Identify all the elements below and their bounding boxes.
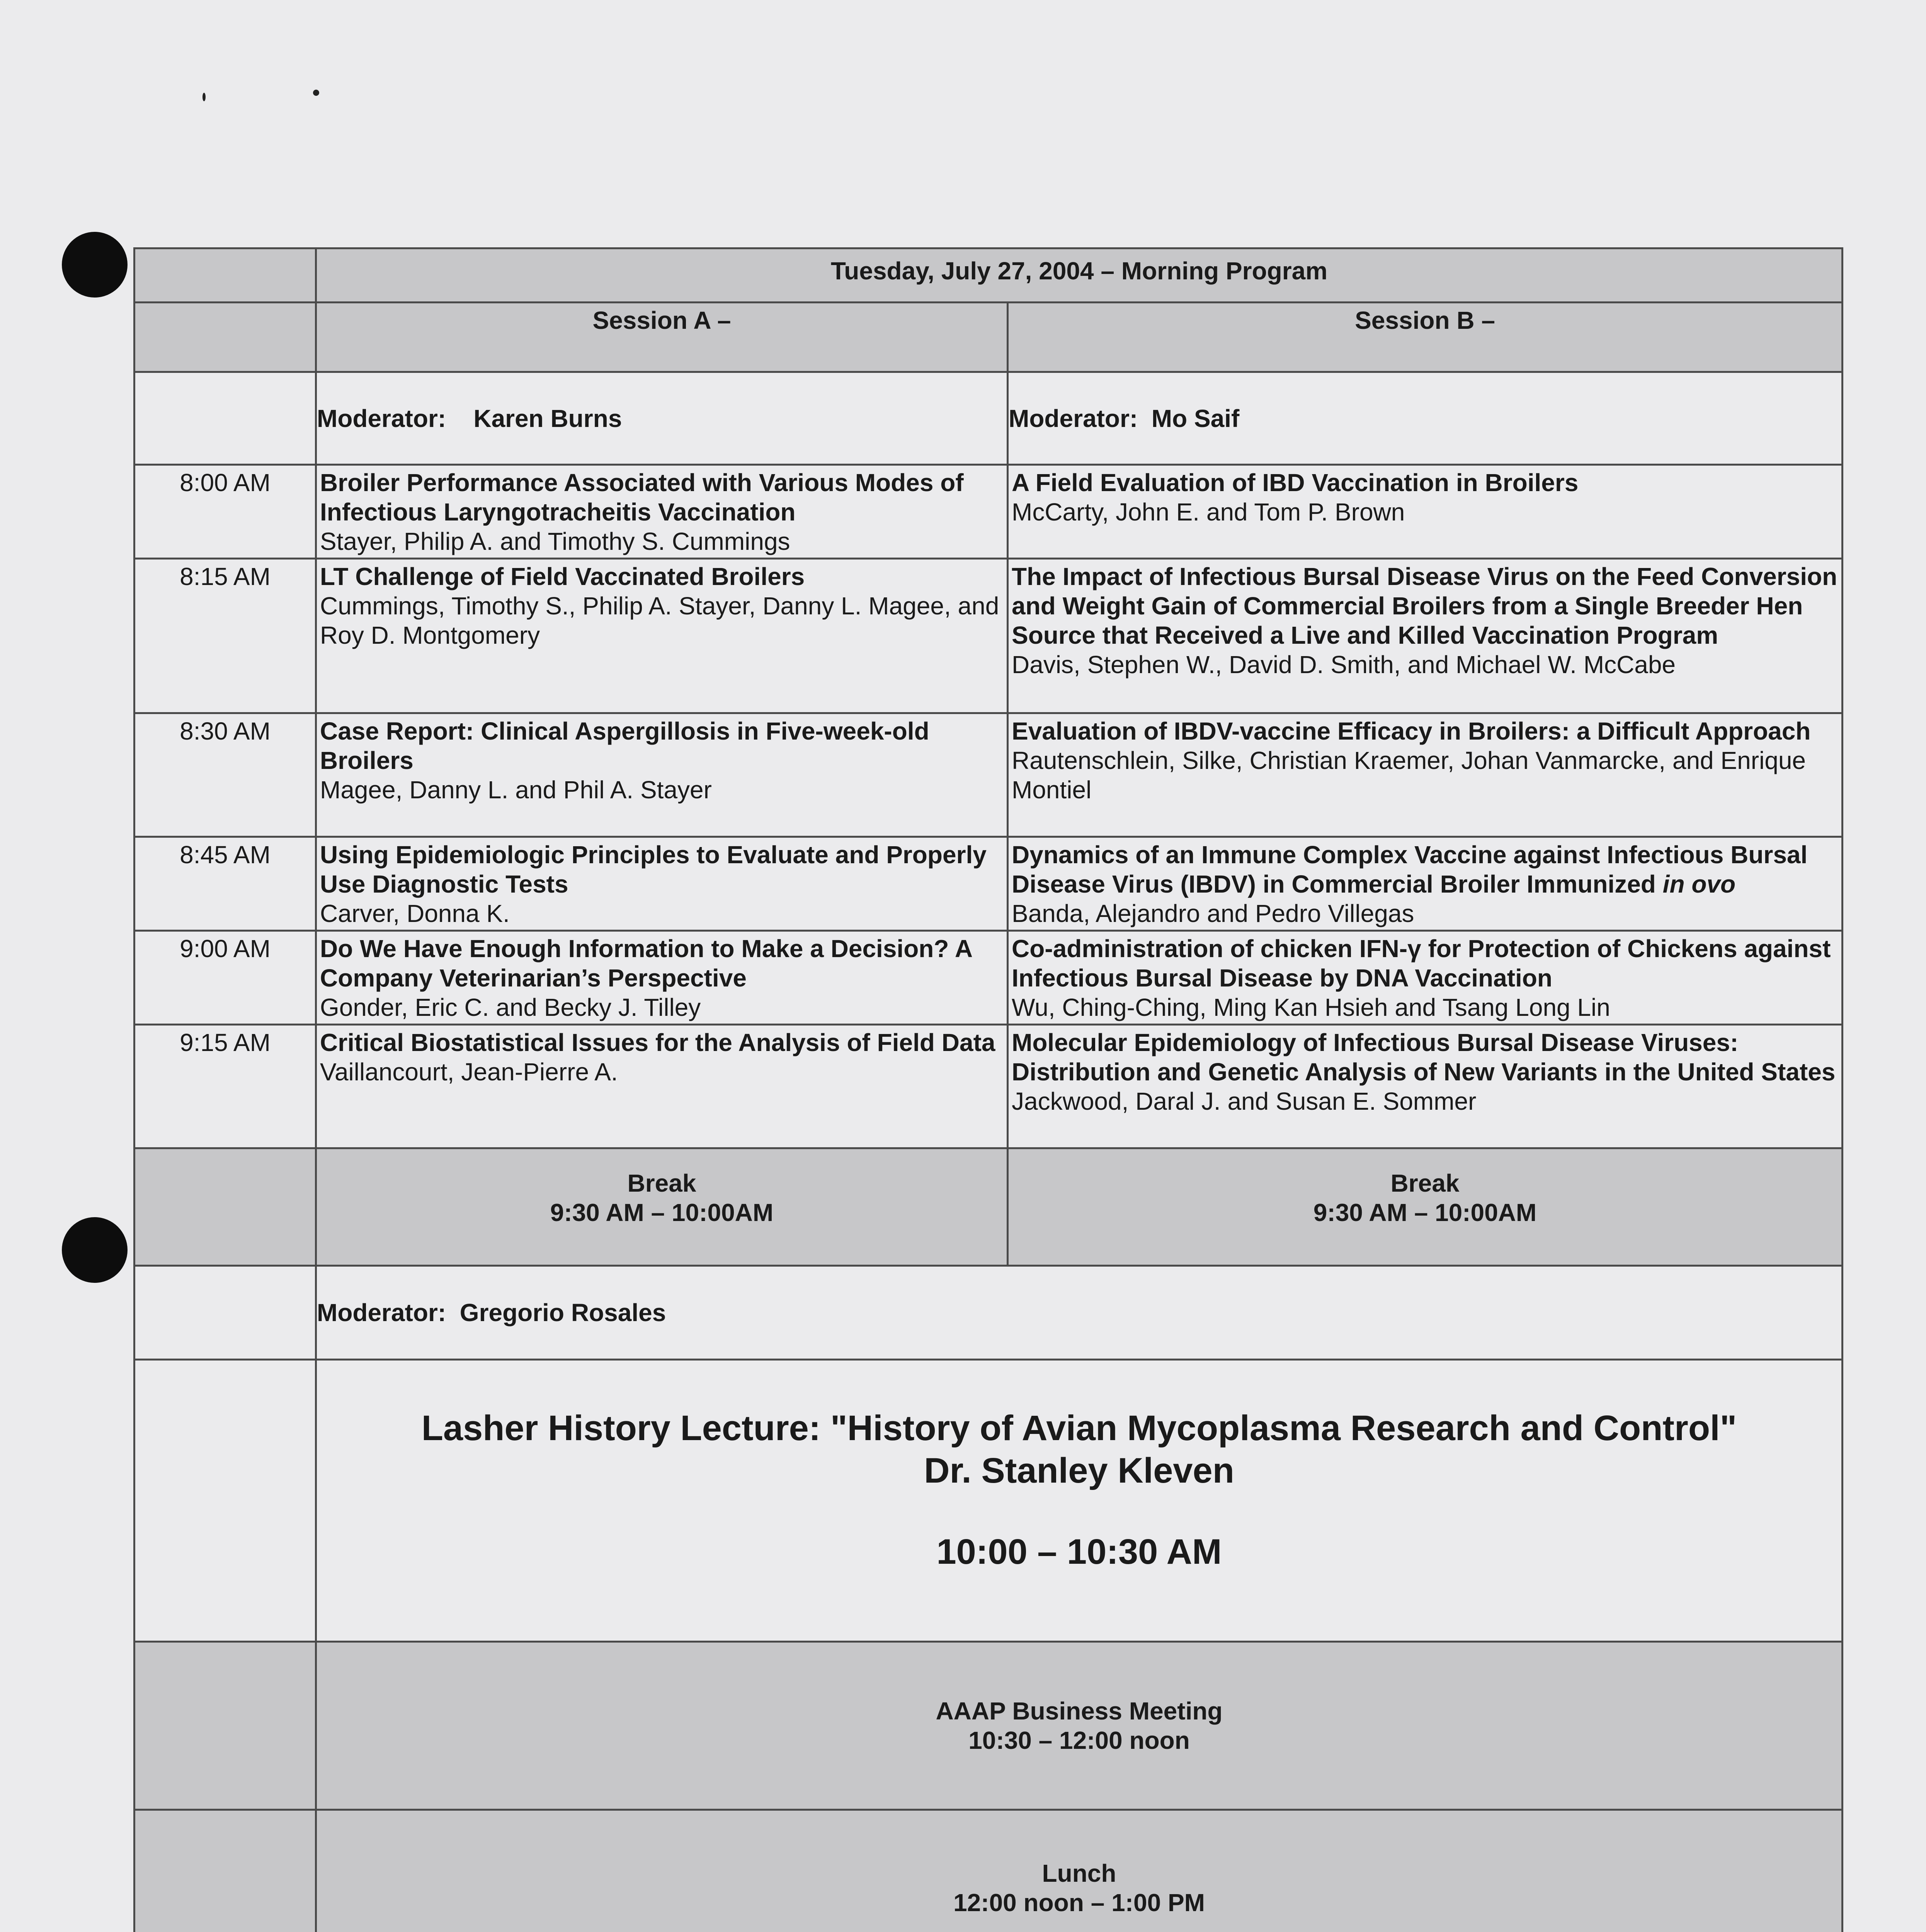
talk-session-b bbox=[1008, 465, 1843, 559]
talk-title: Molecular Epidemiology of Infectious Bursal Disease Viruses: Distribution and Genetic Analysis of New Variants in the United States bbox=[1012, 1029, 1836, 1086]
schedule-row bbox=[134, 559, 1843, 713]
talk-title bbox=[1012, 840, 1838, 899]
talk-authors: Carver, Donna K. bbox=[320, 900, 510, 927]
talk-title: A Field Evaluation of IBD Vaccination in Broilers bbox=[1012, 469, 1579, 497]
moderator-joint bbox=[316, 1266, 1843, 1360]
talk-authors: Banda, Alejandro and Pedro Villegas bbox=[1012, 900, 1414, 927]
session-a-header: Session A – bbox=[316, 303, 1008, 372]
talk-session-b bbox=[1008, 1025, 1843, 1148]
lunch-time: 12:00 noon – 1:00 PM bbox=[953, 1889, 1205, 1917]
session-b-header: Session B – bbox=[1008, 303, 1843, 372]
time-slot: 9:15 AM bbox=[134, 1025, 316, 1148]
schedule-row bbox=[134, 931, 1843, 1025]
lecture-time: 10:00 – 10:30 AM bbox=[936, 1532, 1222, 1571]
talk-title: Case Report: Clinical Aspergillosis in Five-week-old Broilers bbox=[320, 717, 929, 774]
moderator-label: Moderator: bbox=[1009, 404, 1138, 432]
talk-title: Evaluation of IBDV-vaccine Efficacy in Broilers: a Difficult Approach bbox=[1012, 717, 1811, 745]
punch-hole-middle bbox=[62, 1217, 128, 1283]
business-meeting-title: AAAP Business Meeting bbox=[936, 1697, 1223, 1725]
talk-session-a bbox=[316, 837, 1008, 931]
time-slot: 8:00 AM bbox=[134, 465, 316, 559]
lecture-title: Lasher History Lecture: "History of Avian Mycoplasma Research and Control" bbox=[421, 1408, 1737, 1448]
lunch bbox=[316, 1810, 1843, 1932]
talk-authors: McCarty, John E. and Tom P. Brown bbox=[1012, 498, 1405, 526]
break-row bbox=[134, 1148, 1843, 1266]
talk-session-a bbox=[316, 713, 1008, 837]
time-slot: 8:45 AM bbox=[134, 837, 316, 931]
talk-title: Co-administration of chicken IFN-γ for Protection of Chickens against Infectious Bursal Disease by DNA Vaccination bbox=[1012, 935, 1831, 992]
time-slot: 9:00 AM bbox=[134, 931, 316, 1025]
schedule-row bbox=[134, 1025, 1843, 1148]
moderator-name: Gregorio Rosales bbox=[459, 1299, 666, 1327]
moderator-name: Mo Saif bbox=[1151, 404, 1240, 432]
lasher-history-lecture bbox=[316, 1360, 1843, 1642]
moderator-label: Moderator: bbox=[317, 404, 446, 432]
talk-title-italic: in ovo bbox=[1662, 870, 1736, 898]
talk-authors: Gonder, Eric C. and Becky J. Tilley bbox=[320, 993, 701, 1021]
talk-session-a bbox=[316, 465, 1008, 559]
lecture-row bbox=[134, 1360, 1843, 1642]
time-header-blank bbox=[134, 248, 316, 303]
talk-session-a bbox=[316, 931, 1008, 1025]
time-slot: 8:30 AM bbox=[134, 713, 316, 837]
time-slot: 8:15 AM bbox=[134, 559, 316, 713]
break-time: 9:30 AM – 10:00AM bbox=[1313, 1199, 1537, 1226]
talk-title: Do We Have Enough Information to Make a Decision? A Company Veterinarian’s Perspective bbox=[320, 935, 972, 992]
moderator-name: Karen Burns bbox=[473, 404, 622, 432]
page-title: Tuesday, July 27, 2004 – Morning Program bbox=[316, 248, 1843, 303]
talk-authors: Wu, Ching-Ching, Ming Kan Hsieh and Tsang Long Lin bbox=[1012, 993, 1610, 1021]
morning-program-table bbox=[133, 247, 1843, 1932]
talk-session-a bbox=[316, 1025, 1008, 1148]
break-label: Break bbox=[1390, 1169, 1460, 1197]
break-label: Break bbox=[627, 1169, 696, 1197]
moderator-row-joint bbox=[134, 1266, 1843, 1360]
moderator-a bbox=[316, 372, 1008, 465]
moderator-label: Moderator: bbox=[317, 1299, 446, 1327]
talk-title: The Impact of Infectious Bursal Disease Virus on the Feed Conversion and Weight Gain of Commercial Broilers from a Single Breeder Hen Source that Received a Live and Killed Vaccination Program bbox=[1012, 563, 1838, 649]
break-session-b bbox=[1008, 1148, 1843, 1266]
business-meeting-row bbox=[134, 1642, 1843, 1810]
talk-title: Broiler Performance Associated with Various Modes of Infectious Laryngotracheitis Vaccination bbox=[320, 469, 964, 526]
title-row bbox=[134, 248, 1843, 303]
moderator-row bbox=[134, 372, 1843, 465]
talk-session-a bbox=[316, 559, 1008, 713]
talk-title: Using Epidemiologic Principles to Evaluate and Properly Use Diagnostic Tests bbox=[320, 841, 987, 898]
lunch-title: Lunch bbox=[1042, 1859, 1116, 1887]
talk-authors: Cummings, Timothy S., Philip A. Stayer, Danny L. Magee, and Roy D. Montgomery bbox=[320, 592, 999, 649]
lecture-speaker: Dr. Stanley Kleven bbox=[924, 1451, 1234, 1490]
schedule-row bbox=[134, 465, 1843, 559]
talk-session-b bbox=[1008, 837, 1843, 931]
talk-title-text: Dynamics of an Immune Complex Vaccine against Infectious Bursal Disease Virus (IBDV) in Commercial Broiler Immunized bbox=[1012, 841, 1808, 898]
talk-title: LT Challenge of Field Vaccinated Broilers bbox=[320, 563, 805, 590]
business-meeting bbox=[316, 1642, 1843, 1810]
talk-authors: Davis, Stephen W., David D. Smith, and Michael W. McCabe bbox=[1012, 651, 1676, 679]
break-session-a bbox=[316, 1148, 1008, 1266]
talk-authors: Jackwood, Daral J. and Susan E. Sommer bbox=[1012, 1087, 1477, 1115]
talk-session-b bbox=[1008, 931, 1843, 1025]
talk-session-b bbox=[1008, 559, 1843, 713]
talk-authors: Rautenschlein, Silke, Christian Kraemer, Johan Vanmarcke, and Enrique Montiel bbox=[1012, 747, 1806, 804]
talk-authors: Vaillancourt, Jean-Pierre A. bbox=[320, 1058, 618, 1086]
talk-session-b bbox=[1008, 713, 1843, 837]
punch-hole-top bbox=[62, 232, 128, 298]
business-meeting-time: 10:30 – 12:00 noon bbox=[968, 1726, 1190, 1754]
lunch-row bbox=[134, 1810, 1843, 1932]
moderator-b bbox=[1008, 372, 1843, 465]
schedule-row bbox=[134, 713, 1843, 837]
talk-title: Critical Biostatistical Issues for the Analysis of Field Data bbox=[320, 1029, 995, 1056]
schedule-row bbox=[134, 837, 1843, 931]
break-time: 9:30 AM – 10:00AM bbox=[550, 1199, 774, 1226]
paper-speck bbox=[313, 90, 319, 96]
talk-authors: Stayer, Philip A. and Timothy S. Cummings bbox=[320, 527, 790, 555]
talk-authors: Magee, Danny L. and Phil A. Stayer bbox=[320, 776, 712, 804]
session-header-row bbox=[134, 303, 1843, 372]
paper-speck bbox=[202, 93, 206, 101]
